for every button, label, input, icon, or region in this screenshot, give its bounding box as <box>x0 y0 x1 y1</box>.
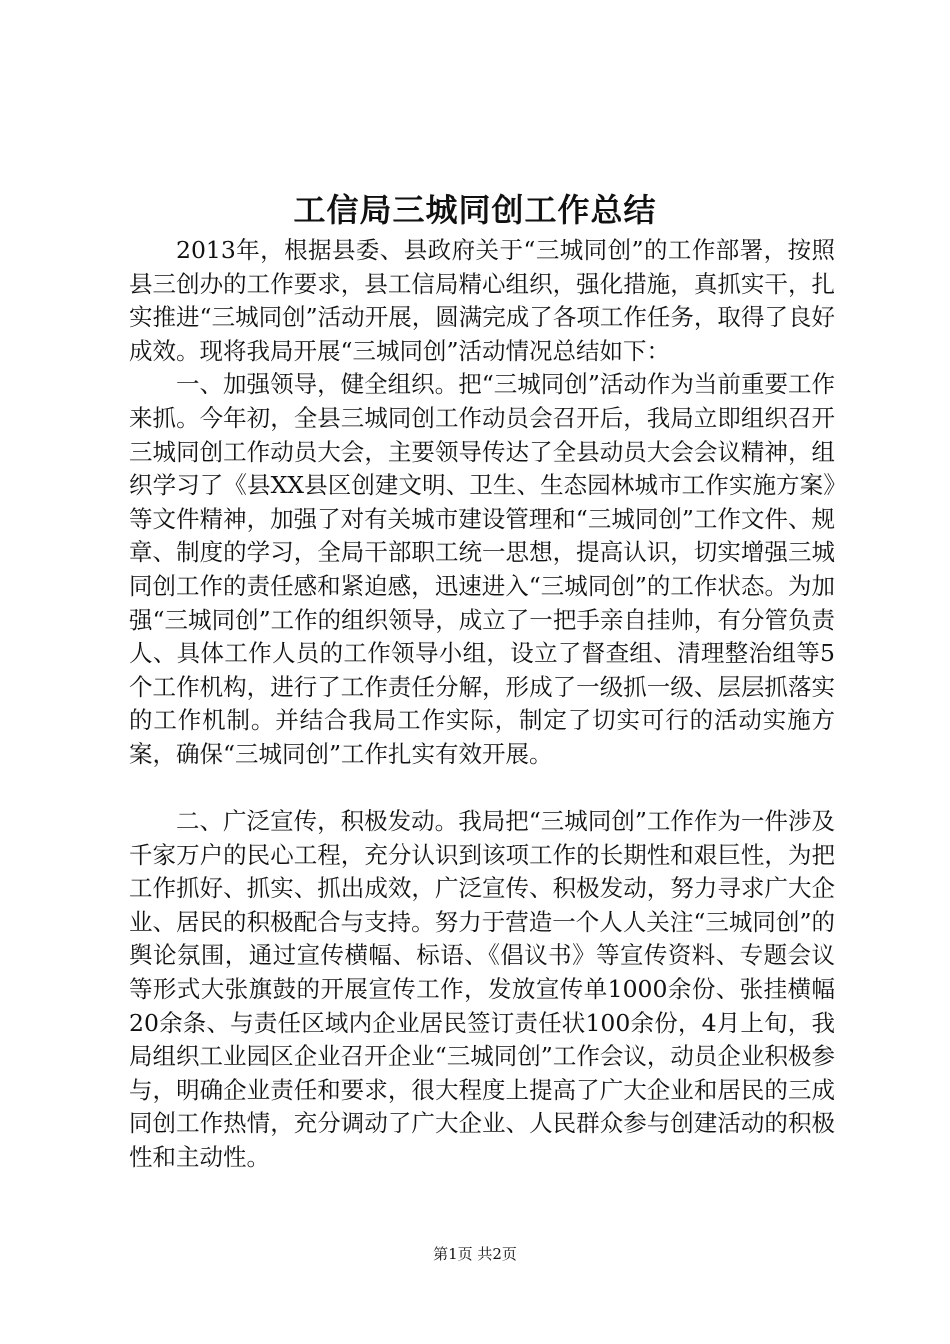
document-title: 工信局三城同创工作总结 <box>293 191 657 229</box>
section-1-paragraph: 一、加强领导，健全组织。把“三城同创”活动作为当前重要工作来抓。今年初，全县三城同创工作动员会召开后，我局立即组织召开三城同创工作动员大会，主要领导传达了全县动员大会会议精神，组织学习了《县XX县区创建文明、卫生、生态园林城市工作实施方案》等文件精神，加强了对有关城市建设管理和“三城同创”工作文件、规章、制度的学习，全局干部职工统一思想，提高认识，切实增强三城同创工作的责任感和紧迫感，迅速进入“三城同创”的工作状态。为加强“三城同创”工作的组织领导，成立了一把手亲自挂帅，有分管负责人、具体工作人员的工作领导小组，设立了督查组、清理整治组等5个工作机构，进行了工作责任分解，形成了一级抓一级、层层抓落实的工作机制。并结合我局工作实际，制定了切实可行的活动实施方案，确保“三城同创”工作扎实有效开展。 <box>129 370 835 768</box>
section-2-paragraph: 二、广泛宣传，积极发动。我局把“三城同创”工作作为一件涉及千家万户的民心工程，充分认识到该项工作的长期性和艰巨性，为把工作抓好、抓实、抓出成效，广泛宣传、积极发动，努力寻求广大企业、居民的积极配合与支持。努力于营造一个人人关注“三城同创”的舆论氛围，通过宣传横幅、标语、《倡议书》等宣传资料、专题会议等形式大张旗鼓的开展宣传工作，发放宣传单1000余份、张挂横幅20余条、与责任区域内企业居民签订责任状100余份，4月上旬，我局组织工业园区企业召开企业“三城同创”工作会议，动员企业积极参与，明确企业责任和要求，很大程度上提高了广大企业和居民的三成同创工作热情，充分调动了广大企业、人民群众参与创建活动的积极性和主动性。 <box>129 807 835 1172</box>
intro-paragraph: 2013年，根据县委、县政府关于“三城同创”的工作部署，按照县三创办的工作要求，县工信局精心组织，强化措施，真抓实干，扎实推进“三城同创”活动开展，圆满完成了各项工作任务，取得了良好成效。现将我局开展“三城同创”活动情况总结如下： <box>129 236 835 365</box>
document-body <box>129 234 835 1175</box>
page-footer: 第1页 共2页 <box>433 1245 517 1263</box>
